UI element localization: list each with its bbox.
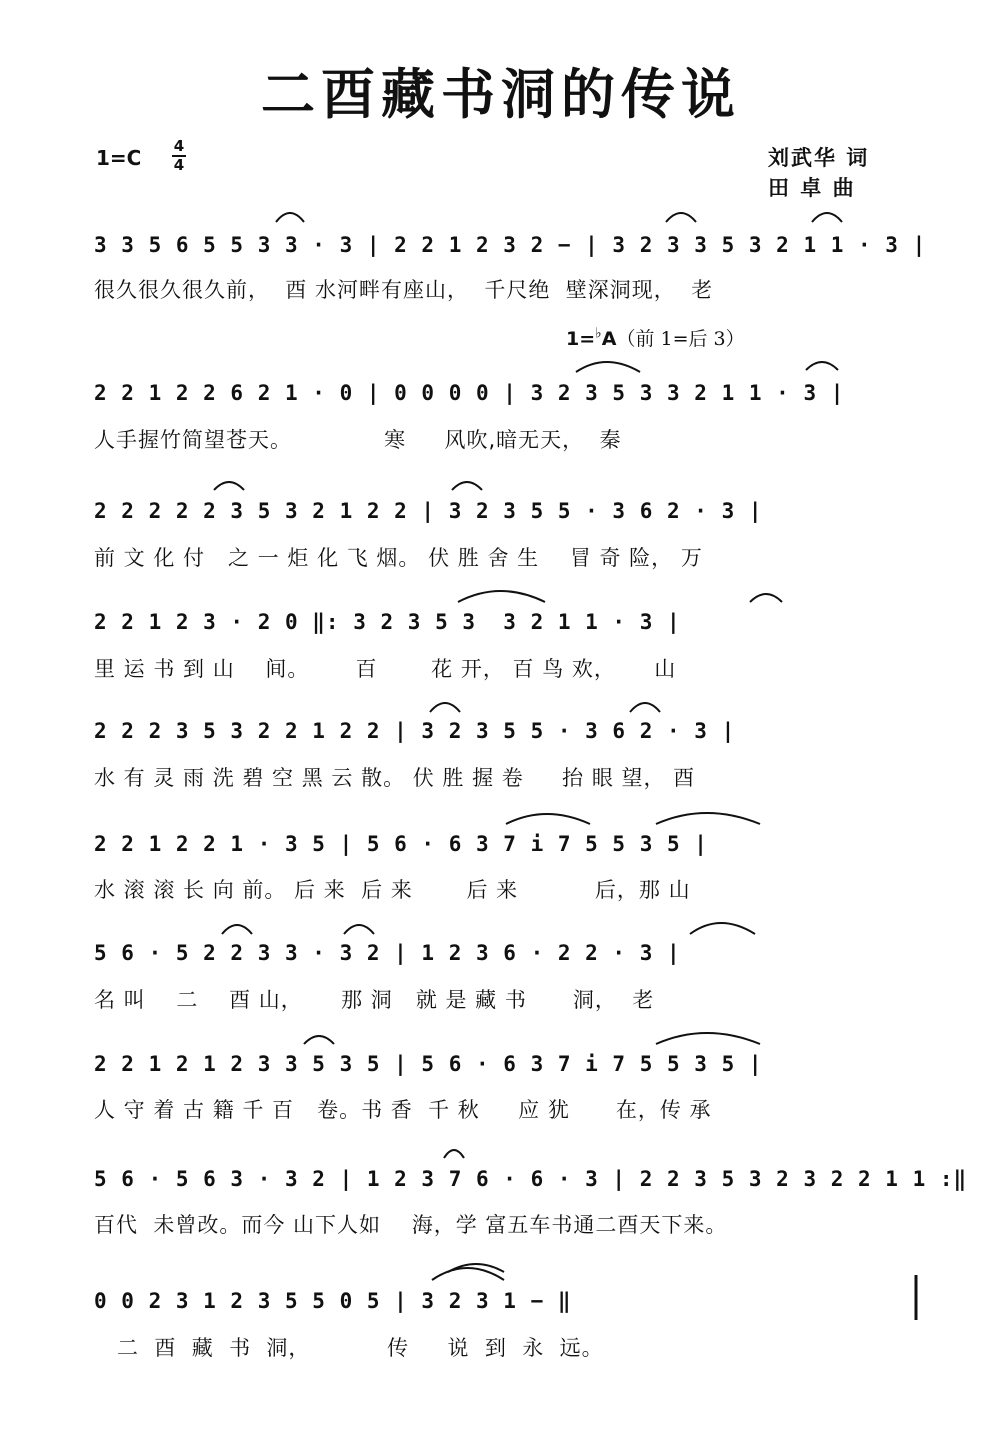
slur bbox=[452, 482, 482, 490]
lyrics-row: 人 守 着 古 籍 千 百 卷。书 香 千 秋 应 犹 在，传 承 bbox=[94, 1098, 712, 1122]
slur bbox=[344, 925, 374, 934]
slur bbox=[666, 213, 696, 222]
notation-row: 2 2 1 2 1 2 3 3 5 3 5 | 5 6 · 6 3 7 i 7 5 5 3 5 | bbox=[94, 1052, 763, 1076]
lyrics-row: 百代 未曾改。而今 山下人如 海，学 富五车书通二酉天下来。 bbox=[94, 1213, 728, 1237]
song-title: 二酉藏书洞的传说 bbox=[261, 63, 741, 126]
notation-row: 2 2 1 2 3 · 2 0 ‖: 3 2 3 5 3 3 2 1 1 · 3 | bbox=[94, 610, 681, 634]
lyrics-row: 水 滚 滚 长 向 前。 后 来 后 来 后 来 后，那 山 bbox=[94, 878, 691, 902]
time-signature-bottom: 4 bbox=[173, 156, 185, 174]
notation-row: 5 6 · 5 6 3 · 3 2 | 1 2 3 7 6 · 6 · 3 | 2 2 3 5 3 2 3 2 2 1 1 :‖ bbox=[94, 1167, 968, 1191]
slur bbox=[448, 1264, 504, 1272]
key-change-note: A bbox=[601, 328, 617, 350]
key-signature: 1=C bbox=[96, 146, 142, 170]
time-signature bbox=[172, 138, 186, 174]
notation-row: 5 6 · 5 2 2 3 3 · 3 2 | 1 2 3 6 · 2 2 · 3 | bbox=[94, 941, 681, 965]
key-change-marker bbox=[566, 324, 745, 351]
lyrics-row: 二 酉 藏 书 洞， 传 说 到 永 远。 bbox=[94, 1336, 604, 1360]
slur bbox=[444, 1150, 464, 1158]
composer-credit: 田 卓 曲 bbox=[768, 176, 856, 200]
time-signature-top: 4 bbox=[173, 137, 185, 155]
lyrics-row: 很久很久很久前， 酉 水河畔有座山， 千尺绝 壁深洞现， 老 bbox=[94, 278, 714, 302]
slur bbox=[506, 814, 590, 824]
slur bbox=[432, 1268, 504, 1280]
slur bbox=[214, 482, 244, 490]
notation-row: 2 2 1 2 2 1 · 3 5 | 5 6 · 6 3 7 i 7 5 5 3 5 | bbox=[94, 832, 708, 856]
slur bbox=[750, 594, 782, 602]
slur bbox=[690, 923, 755, 934]
notation-row: 3 3 5 6 5 5 3 3 · 3 | 2 2 1 2 3 2 − | 3 2 3 3 5 3 2 1 1 · 3 | bbox=[94, 233, 927, 257]
slur bbox=[458, 591, 545, 602]
notation-row: 2 2 2 3 5 3 2 2 1 2 2 | 3 2 3 5 5 · 3 6 2 · 3 | bbox=[94, 719, 736, 743]
slur bbox=[222, 925, 252, 934]
slur bbox=[806, 362, 838, 370]
lyrics-row: 水 有 灵 雨 洗 碧 空 黑 云 散。 伏 胜 握 卷 抬 眼 望， 酉 bbox=[94, 766, 696, 790]
lyrics-row: 前 文 化 付 之 一 炬 化 飞 烟。 伏 胜 舍 生 冒 奇 险， 万 bbox=[94, 546, 703, 570]
lyrics-row: 里 运 书 到 山 间。 百 花 开， 百 鸟 欢， 山 bbox=[94, 657, 677, 681]
slur bbox=[276, 213, 304, 222]
slur bbox=[576, 362, 640, 372]
slur bbox=[656, 1033, 760, 1044]
lyrics-row: 名 叫 二 酉 山， 那 洞 就 是 藏 书 洞， 老 bbox=[94, 988, 655, 1012]
slur bbox=[630, 703, 660, 712]
lyricist-credit: 刘武华 词 bbox=[768, 146, 870, 170]
key-change-prefix: 1= bbox=[566, 328, 596, 350]
lyrics-row: 人手握竹简望苍天。 寒 风吹,暗无天， 秦 bbox=[94, 428, 622, 452]
slur bbox=[656, 813, 760, 824]
slur bbox=[812, 213, 842, 222]
slur bbox=[304, 1036, 334, 1044]
notation-row: 0 0 2 3 1 2 3 5 5 0 5 | 3 2 3 1 − ‖ bbox=[94, 1289, 572, 1313]
slur bbox=[430, 703, 460, 712]
notation-row: 2 2 1 2 2 6 2 1 · 0 | 0 0 0 0 | 3 2 3 5 3 3 2 1 1 · 3 | bbox=[94, 381, 845, 405]
notation-row: 2 2 2 2 2 3 5 3 2 1 2 2 | 3 2 3 5 5 · 3 6 2 · 3 | bbox=[94, 499, 763, 523]
flat-sign: ♭ bbox=[595, 325, 602, 342]
key-change-note-text: （前 1=后 3） bbox=[616, 328, 745, 350]
